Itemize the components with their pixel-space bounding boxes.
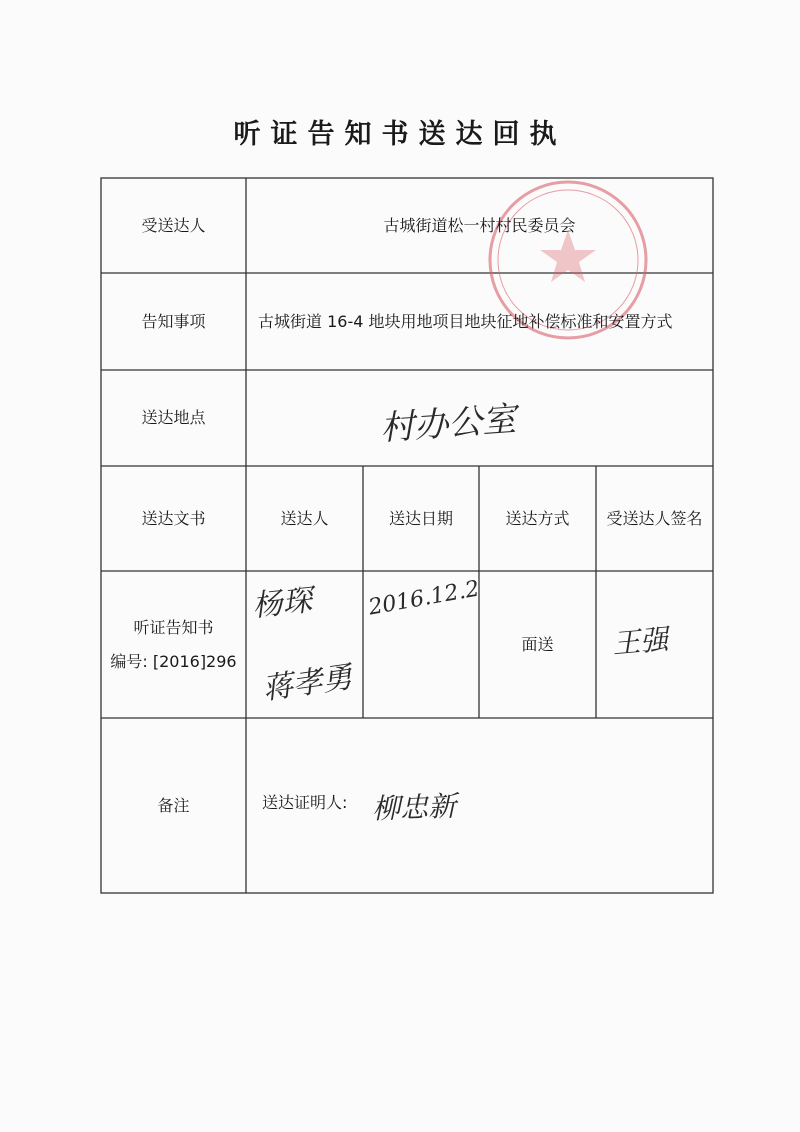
date-handwriting: 2016.12.2 — [366, 576, 482, 621]
doc-name: 听证告知书 — [133, 617, 214, 637]
recipient-value: 古城街道松一村村民委员会 — [383, 215, 576, 235]
matter-label: 告知事项 — [141, 311, 206, 331]
place-label: 送达地点 — [141, 408, 206, 427]
document-title: 听证告知书送达回执 — [233, 119, 567, 150]
col-method: 送达方式 — [505, 508, 570, 528]
witness-label: 送达证明人: — [262, 793, 348, 812]
sender-2-signature: 蒋孝勇 — [260, 659, 355, 708]
doc-label: 送达文书 — [141, 508, 206, 528]
doc-cell — [101, 571, 246, 718]
sender-1-signature: 杨琛 — [250, 582, 315, 625]
method-value: 面送 — [521, 634, 554, 654]
place-handwriting: 村办公室 — [379, 399, 518, 449]
recipient-signature: 王强 — [610, 622, 670, 661]
recipient-label: 受送达人 — [141, 215, 206, 235]
doc-number: 编号: [2016]296 — [110, 651, 237, 671]
col-signature: 受送达人签名 — [606, 508, 703, 528]
remark-label: 备注 — [157, 795, 190, 815]
col-date: 送达日期 — [388, 508, 453, 528]
col-sender: 送达人 — [280, 508, 329, 528]
witness-signature: 柳忠新 — [371, 789, 457, 826]
matter-value: 古城街道 16-4 地块用地项目地块征地补偿标准和安置方式 — [258, 311, 673, 331]
